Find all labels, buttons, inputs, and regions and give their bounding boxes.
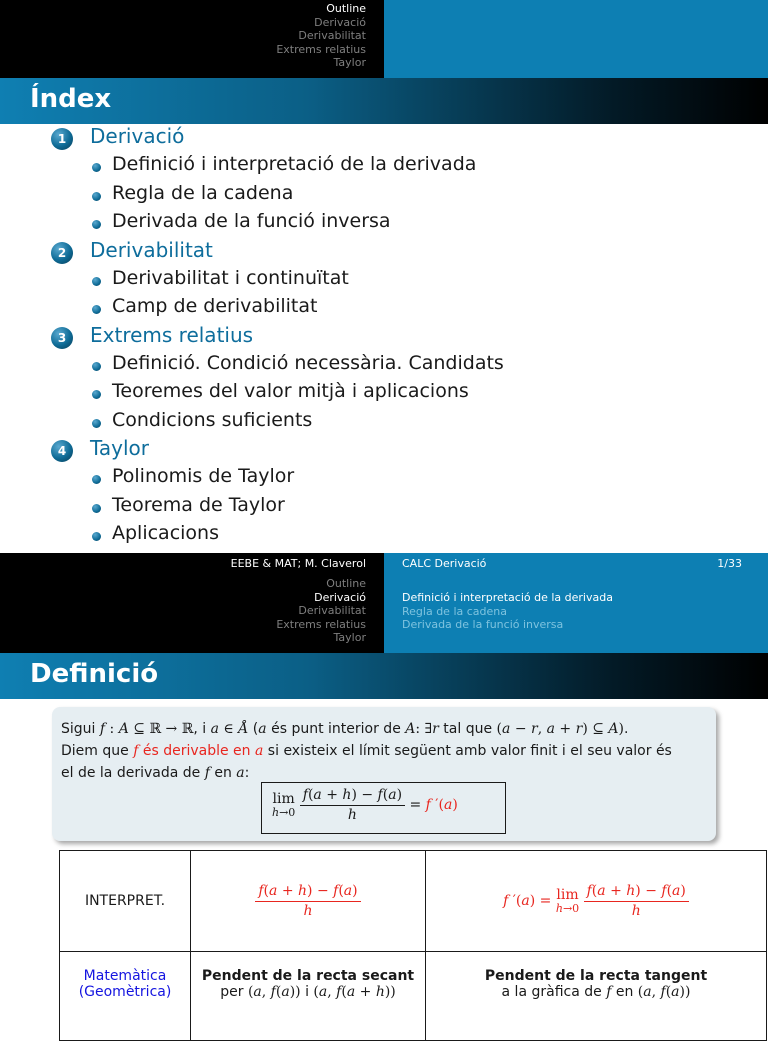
text: tal que [438,721,497,737]
toc-section-title[interactable]: Derivabilitat [90,237,213,262]
bullet-icon [92,163,101,172]
math: f [204,765,210,781]
interpretation-label-cell [60,952,191,1041]
toc-subsection-label[interactable]: Definició i interpretació de la derivada [112,153,477,175]
tangent-title: Pendent de la recta tangent [484,968,708,984]
bullet-icon [92,305,101,314]
tangent-formula-cell: f ′(a) = lim h→0 $\frac{f(a + h) - f(a)}{h}$ [426,851,767,952]
toc-subsection-label[interactable]: Definició. Condició necessària. Candidats [112,351,504,374]
slide-title: Definició [30,659,159,689]
footer-page-number: 1/33 [717,557,742,570]
footline-left [0,553,384,575]
math: a ∈ Å [210,721,249,737]
nav-extrems[interactable]: Extrems relatius [276,617,366,631]
section-nav [276,2,366,70]
math: (a, f(a)) [247,984,301,1000]
footer-author: EEBE & MAT; M. Claverol [230,557,366,570]
table-row [60,952,767,1041]
text: per [220,984,248,1000]
math: (a − r, a + r) ⊆ A) [496,721,625,737]
toc-section[interactable] [0,124,768,152]
secant-title: Pendent de la recta secant [201,968,415,984]
math: f [99,721,106,737]
definition-block [52,707,716,841]
bullet-icon [92,504,101,513]
text: si existeix el límit següent amb valor finit i el seu valor és [263,743,672,759]
toc-subsection-label[interactable]: Camp de derivabilitat [112,295,318,317]
secant-description [191,984,425,1000]
fraction: $\frac{f(a + h) - f(a)}{h}$ [255,883,360,919]
footer-title: CALC Derivació [402,557,487,570]
fraction: $\frac{f(a + h) - f(a)}{h}$ [584,883,689,919]
math: (a, f(a + h)) [313,984,396,1000]
toc-section-title[interactable]: Derivació [90,124,185,148]
section-number-ball-icon: 2 [51,242,73,264]
nav-derivacio[interactable]: Derivació [314,15,366,29]
tangent-interpretation-cell [426,952,767,1041]
toc-subsection[interactable] [0,266,768,295]
text: en [611,984,638,1000]
text: és punt interior de [266,721,406,737]
definition-line-2 [61,743,672,759]
interpretation-label: Matemàtica [83,968,167,984]
toc-subsection-label[interactable]: Regla de la cadena [112,181,294,204]
bullet-icon [92,532,101,541]
text: Sigui [61,721,100,737]
toc-subsection[interactable] [0,152,768,181]
section-number-ball-icon: 1 [51,128,73,150]
page-title: Índex [30,84,112,114]
frame-title-bar [0,653,768,699]
toc-section[interactable] [0,323,768,351]
toc-section-title[interactable]: Taylor [90,436,150,460]
toc-subsection[interactable] [0,379,768,408]
nav-derivacio[interactable]: Derivació [314,590,366,604]
nav-taylor[interactable]: Taylor [333,631,366,645]
nav-sub-funcio-inversa[interactable]: Derivada de la funció inversa [402,618,564,632]
fraction: $\frac{f(a + h) - f(a)}{h}$ [300,787,405,823]
headline-right [384,0,768,78]
math: (a, f(a)) [637,984,691,1000]
toc-subsection-label[interactable]: Teoremes del valor mitjà i aplicacions [112,380,469,402]
toc-subsection-label[interactable]: Aplicacions [112,522,219,544]
table-header-label: INTERPRET. [84,893,166,909]
bullet-icon [92,475,101,484]
math: f [606,984,612,1000]
secant-interpretation-cell [191,952,426,1041]
headline-right [384,575,768,653]
toc-subsection[interactable] [0,408,768,437]
toc-subsection-label[interactable]: Derivabilitat i continuïtat [112,266,349,289]
footline-right [384,553,768,575]
math: a [255,743,264,759]
math: : A ⊆ ℝ → ℝ [105,721,194,737]
bullet-icon [92,362,101,371]
text: el de la derivada de [61,765,205,781]
headline-bar [0,0,768,78]
toc-subsection[interactable] [0,351,768,380]
toc-subsection[interactable] [0,294,768,323]
definition-line-3: el de la derivada de f en a: [61,765,250,781]
highlight-text: és derivable en [142,743,251,759]
headline-left [0,575,384,653]
nav-outline[interactable]: Outline [326,2,366,15]
text: en [209,765,237,781]
secant-formula-cell [191,851,426,952]
interpretation-table [59,850,767,1041]
toc-subsection[interactable] [0,181,768,210]
nav-taylor[interactable]: Taylor [333,56,366,70]
nav-extrems[interactable]: Extrems relatius [276,42,366,56]
toc-subsection-label[interactable]: Derivada de la funció inversa [112,210,391,232]
text: ( [248,721,259,737]
section-number-ball-icon: 4 [51,440,73,462]
footline [0,553,768,575]
math: a [236,765,245,781]
toc-subsection[interactable] [0,464,768,493]
tangent-description [426,984,766,1000]
derivative-formula-box [261,782,506,834]
bullet-icon [92,390,101,399]
toc-section[interactable] [0,436,768,464]
nav-derivabilitat[interactable]: Derivabilitat [298,604,366,618]
nav-derivabilitat[interactable]: Derivabilitat [298,29,366,43]
toc-subsection[interactable] [0,493,768,522]
toc-subsection[interactable] [0,209,768,238]
limit: lim h→0 [555,887,580,915]
bullet-icon [92,192,101,201]
bullet-icon [92,419,101,428]
toc-section[interactable] [0,238,768,266]
headline-bar [0,575,768,653]
text: Diem que [61,743,134,759]
math: a [258,721,267,737]
table-of-contents [0,124,768,550]
section-number-ball-icon: 3 [51,327,73,349]
section-nav [276,577,366,645]
toc-subsection-label[interactable]: Polinomis de Taylor [112,465,295,487]
bullet-icon [92,277,101,286]
interpretation-label: (Geomètrica) [78,984,172,1000]
table-row [60,851,767,952]
math: A: ∃r [405,721,439,737]
headline-left [0,0,384,78]
derivative-formula: lim h→0 $\frac{f(a + h) - f(a)}{h}$ = f ′(a) [272,787,458,823]
math: f [133,743,139,759]
nav-sub-definicio[interactable]: Definició i interpretació de la derivada [402,591,613,604]
frame-title-bar [0,78,768,124]
toc-subsection[interactable] [0,521,768,550]
limit: lim h→0 [272,791,296,819]
nav-outline[interactable]: Outline [326,577,366,590]
definition-line-1: Sigui f : A ⊆ ℝ → ℝ, i a ∈ Å (a és punt interior de A: ∃r tal que (a − r, a + r) ⊆ A). [61,721,629,737]
nav-sub-regla-cadena[interactable]: Regla de la cadena [402,604,507,618]
toc-subsection-label[interactable]: Teorema de Taylor [112,493,285,516]
bullet-icon [92,220,101,229]
text: a la gràfica de [501,984,607,1000]
toc-section-title[interactable]: Extrems relatius [90,322,254,347]
text: i [300,984,314,1000]
table-header-label-cell [60,851,191,952]
subsection-nav [402,591,613,632]
toc-subsection-label[interactable]: Condicions suficients [112,408,313,431]
